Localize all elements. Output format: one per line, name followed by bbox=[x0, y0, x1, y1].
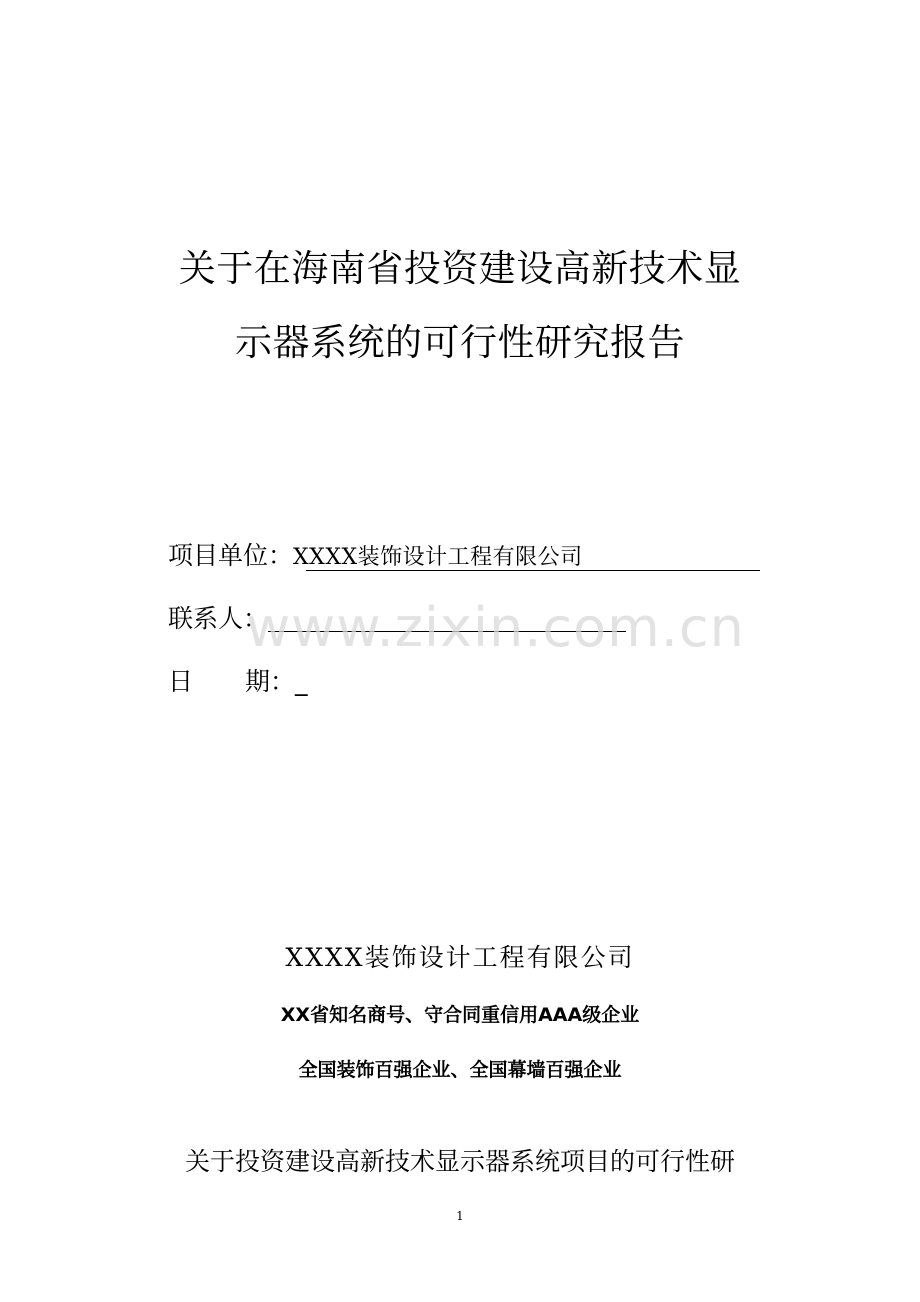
date-row bbox=[168, 669, 308, 694]
contact-label: 联系人： bbox=[168, 604, 269, 633]
company-name: XXXX装饰设计工程有限公司 bbox=[285, 943, 635, 972]
date-label-part-2: 期： bbox=[245, 667, 296, 696]
report-title-line-1: 关于在海南省投资建设高新技术显 bbox=[178, 247, 742, 290]
project-unit-label: 项目单位： bbox=[168, 541, 294, 570]
watermark-text: www.zixin.com.cn bbox=[246, 596, 745, 659]
report-title-line-2: 示器系统的可行性研究报告 bbox=[235, 321, 685, 364]
company-credential-2: 全国装饰百强企业、全国幕墙百强企业 bbox=[298, 1059, 622, 1081]
company-credential-1: XX省知名商号、守合同重信用AAA级企业 bbox=[280, 1004, 640, 1026]
project-unit-value: XXXX装饰设计工程有限公司 bbox=[293, 545, 583, 570]
page-number: 1 bbox=[456, 1209, 464, 1223]
date-label-part-1: 日 bbox=[168, 667, 194, 696]
body-heading: 关于投资建设高新技术显示器系统项目的可行性研 bbox=[184, 1147, 735, 1176]
date-value: _ bbox=[295, 667, 308, 696]
project-unit-underline bbox=[306, 570, 760, 571]
project-unit-row bbox=[168, 543, 583, 569]
